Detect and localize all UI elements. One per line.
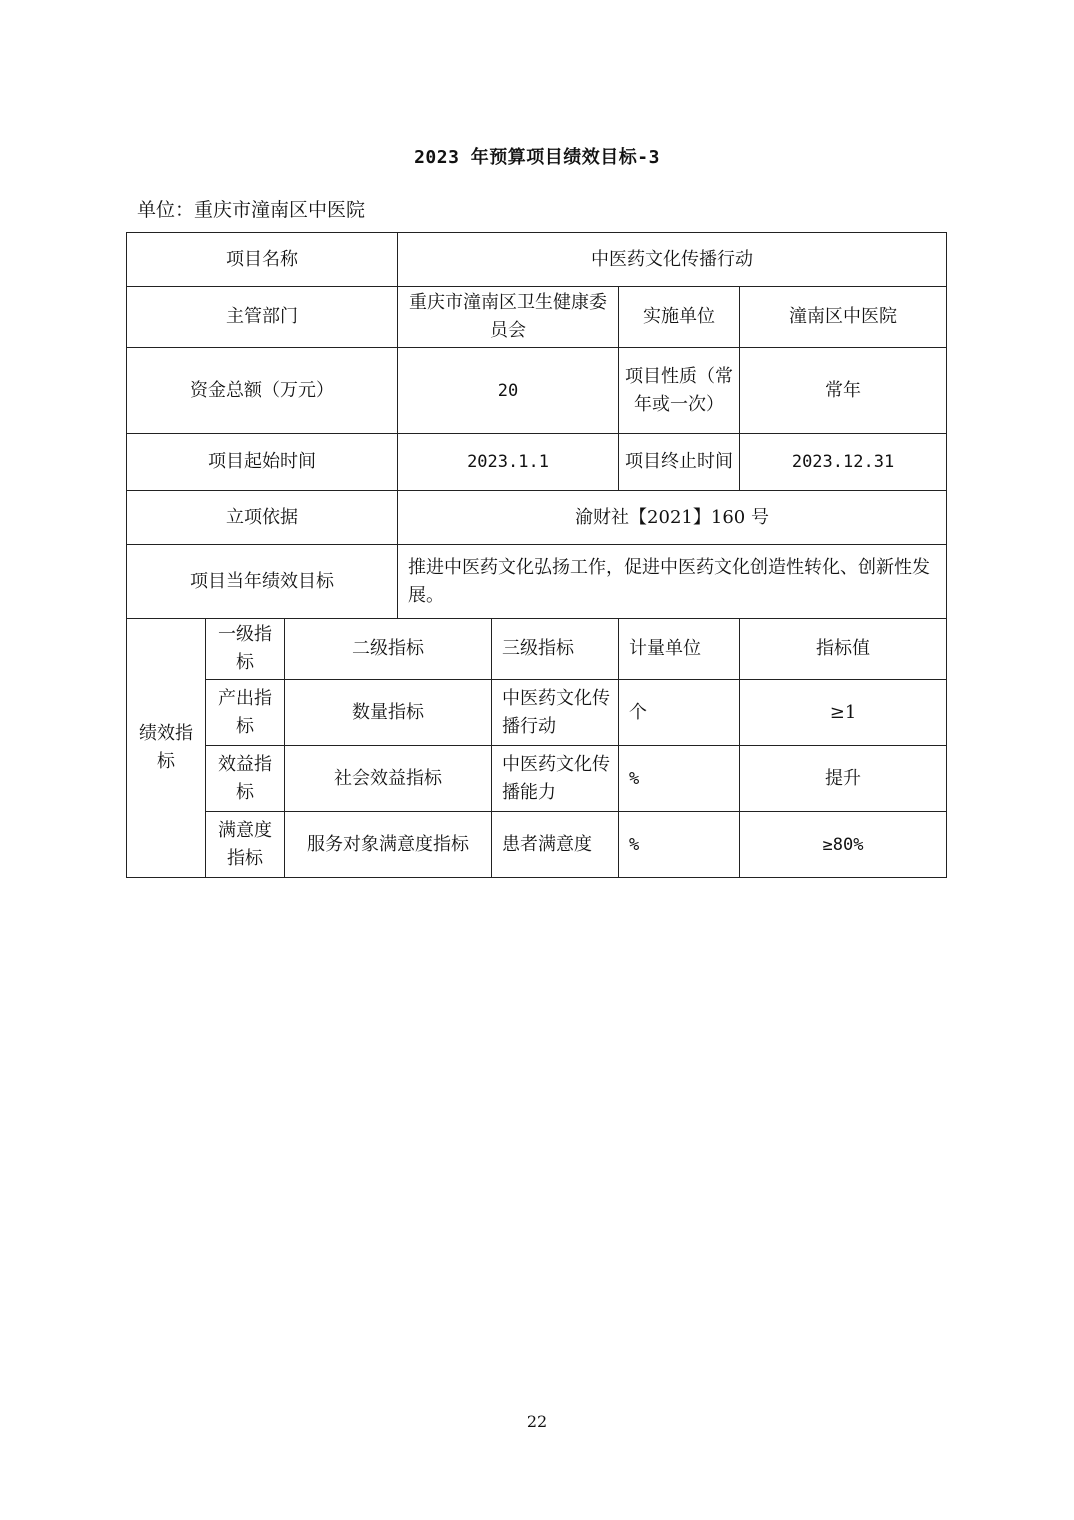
performance-target-table [126, 232, 947, 878]
indicator-level1: 产出指标 [206, 680, 285, 746]
header-unit: 计量单位 [619, 619, 740, 680]
unit-line: 单位：重庆市潼南区中医院 [137, 199, 366, 221]
document-title: 2023 年预算项目绩效目标-3 [414, 147, 660, 168]
page-number: 22 [526, 1412, 548, 1431]
indicator-level3: 中医药文化传播行动 [492, 680, 619, 746]
row-funding [127, 348, 947, 434]
header-value: 指标值 [740, 619, 947, 680]
indicator-value: ≥1 [740, 680, 947, 746]
project-name-value: 中医药文化传播行动 [398, 233, 947, 287]
project-nature-label: 项目性质（常年或一次） [619, 348, 740, 434]
row-basis [127, 491, 947, 545]
header-level1: 一级指标 [206, 619, 285, 680]
start-time-label: 项目起始时间 [127, 434, 398, 491]
indicator-level2: 社会效益指标 [285, 746, 492, 812]
project-nature-value: 常年 [740, 348, 947, 434]
indicator-unit: 个 [619, 680, 740, 746]
end-time-label: 项目终止时间 [619, 434, 740, 491]
indicator-level2: 服务对象满意度指标 [285, 812, 492, 878]
basis-label: 立项依据 [127, 491, 398, 545]
indicator-row [127, 812, 947, 878]
indicator-value: ≥80% [740, 812, 947, 878]
implementing-unit-label: 实施单位 [619, 287, 740, 348]
row-project-name [127, 233, 947, 287]
project-name-label: 项目名称 [127, 233, 398, 287]
indicator-level1: 效益指标 [206, 746, 285, 812]
fund-total-value: 20 [398, 348, 619, 434]
indicator-level3: 中医药文化传播能力 [492, 746, 619, 812]
department-label: 主管部门 [127, 287, 398, 348]
annual-goal-value: 推进中医药文化弘扬工作，促进中医药文化创造性转化、创新性发展。 [398, 545, 947, 619]
fund-total-label: 资金总额（万元） [127, 348, 398, 434]
indicator-unit: % [619, 746, 740, 812]
implementing-unit-value: 潼南区中医院 [740, 287, 947, 348]
indicator-level2: 数量指标 [285, 680, 492, 746]
annual-goal-label: 项目当年绩效目标 [127, 545, 398, 619]
indicator-value: 提升 [740, 746, 947, 812]
end-time-value: 2023.12.31 [740, 434, 947, 491]
start-time-value: 2023.1.1 [398, 434, 619, 491]
indicator-row [127, 746, 947, 812]
indicator-row [127, 680, 947, 746]
indicator-level1: 满意度指标 [206, 812, 285, 878]
row-annual-goal [127, 545, 947, 619]
department-value: 重庆市潼南区卫生健康委员会 [398, 287, 619, 348]
basis-value: 渝财社【2021】160 号 [398, 491, 947, 545]
header-level2: 二级指标 [285, 619, 492, 680]
indicator-section-label: 绩效指标 [127, 619, 206, 878]
row-project-time [127, 434, 947, 491]
indicator-header-row [127, 619, 947, 680]
indicator-level3: 患者满意度 [492, 812, 619, 878]
indicator-unit: % [619, 812, 740, 878]
header-level3: 三级指标 [492, 619, 619, 680]
row-department [127, 287, 947, 348]
